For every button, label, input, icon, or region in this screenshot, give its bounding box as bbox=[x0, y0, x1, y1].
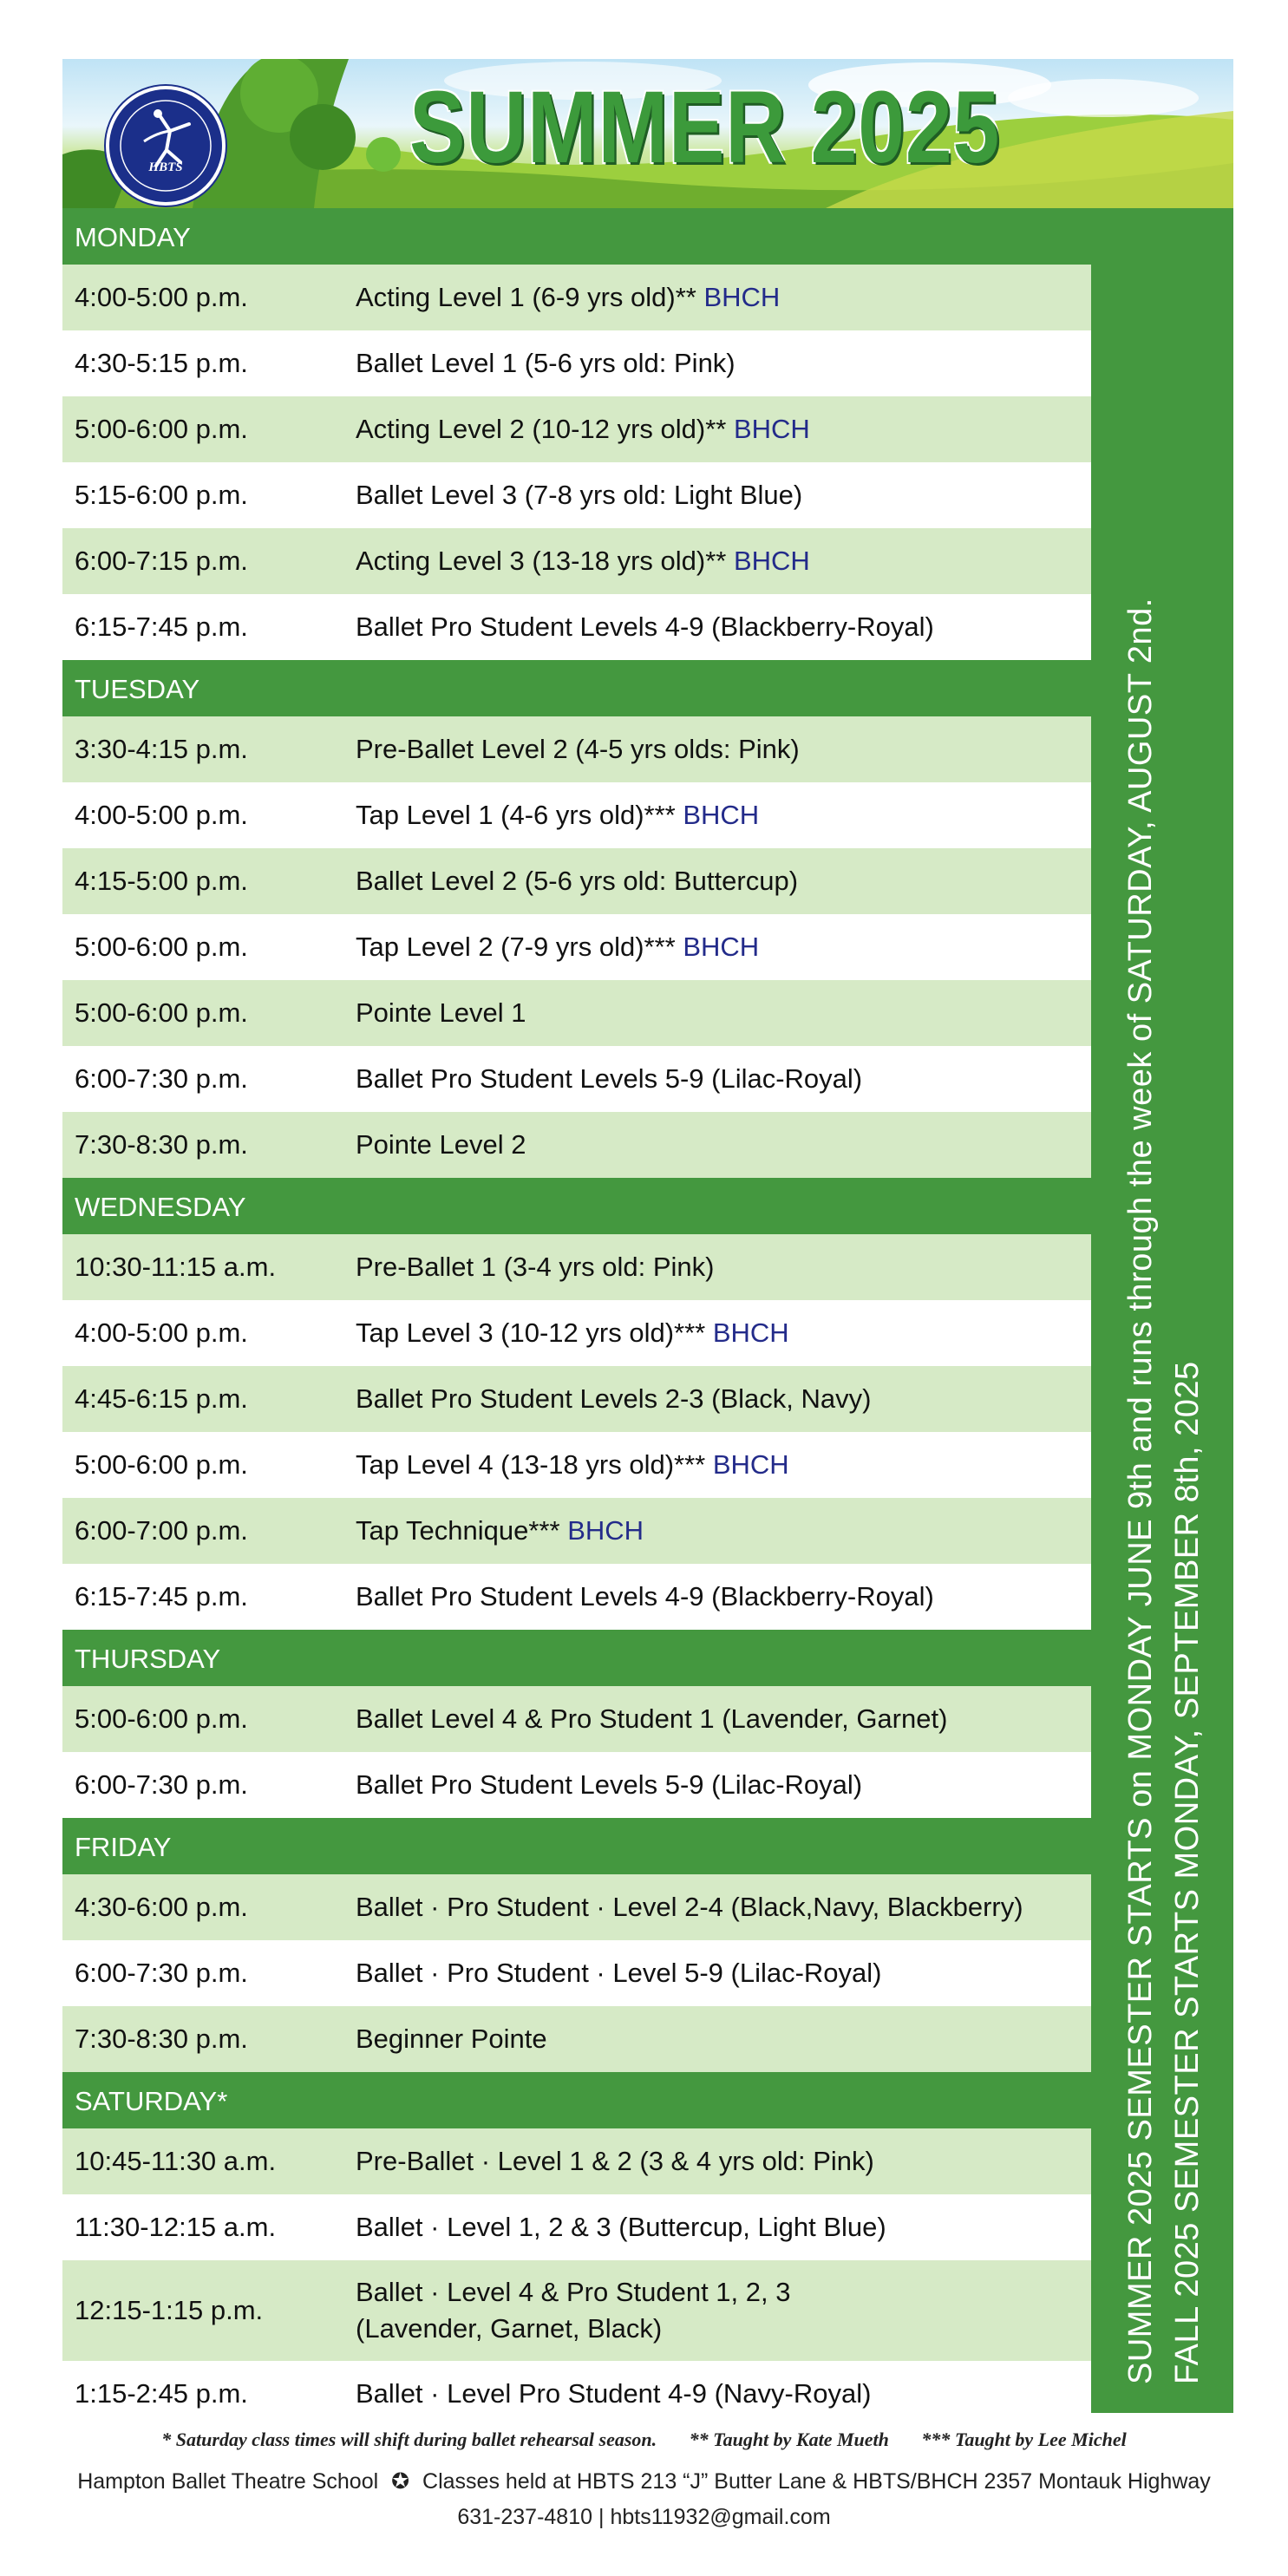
class-description bbox=[356, 279, 1091, 316]
class-row bbox=[62, 716, 1091, 782]
class-description bbox=[356, 1579, 1091, 1615]
summer-semester-note: SUMMER 2025 SEMESTER STARTS on MONDAY JUNE 9th and runs through the week of SATURDAY, AUGUST 2nd. bbox=[1122, 598, 1159, 2384]
class-description bbox=[356, 1381, 1091, 1417]
phone-number[interactable]: 631-237-4810 bbox=[457, 2505, 593, 2529]
class-description bbox=[356, 1249, 1091, 1285]
schedule-table bbox=[62, 208, 1091, 2427]
class-title: Ballet Level 3 (7-8 yrs old: Light Blue) bbox=[356, 480, 803, 511]
class-row bbox=[62, 1234, 1091, 1300]
class-description bbox=[356, 995, 1091, 1031]
location-tag: BHCH bbox=[683, 800, 760, 831]
class-time: 6:15-7:45 p.m. bbox=[75, 611, 248, 642]
class-description bbox=[356, 1127, 1091, 1163]
class-row bbox=[62, 594, 1091, 660]
class-row bbox=[62, 2006, 1091, 2072]
class-title: Beginner Pointe bbox=[356, 2024, 547, 2055]
class-row bbox=[62, 1874, 1091, 1940]
email-link[interactable]: hbts11932@gmail.com bbox=[610, 2505, 831, 2529]
class-description bbox=[356, 1701, 1091, 1737]
class-time: 4:00-5:00 p.m. bbox=[75, 800, 248, 830]
class-title: Acting Level 2 (10-12 yrs old)** bbox=[356, 414, 727, 445]
class-title: Ballet · Pro Student · Level 5-9 (Lilac-Royal) bbox=[356, 1958, 882, 1989]
class-title: Pre-Ballet Level 2 (4-5 yrs olds: Pink) bbox=[356, 734, 800, 765]
class-row bbox=[62, 1366, 1091, 1432]
class-time: 4:30-6:00 p.m. bbox=[75, 1892, 248, 1922]
class-description bbox=[356, 929, 1091, 965]
class-row bbox=[62, 1686, 1091, 1752]
class-description bbox=[356, 731, 1091, 768]
class-title: Tap Level 2 (7-9 yrs old)*** bbox=[356, 932, 676, 963]
class-title: Tap Level 4 (13-18 yrs old)*** bbox=[356, 1449, 706, 1481]
class-title: Ballet · Level Pro Student 4-9 (Navy-Royal) bbox=[356, 2378, 872, 2409]
class-time: 6:00-7:00 p.m. bbox=[75, 1515, 248, 1546]
location-tag: BHCH bbox=[712, 1449, 789, 1481]
class-description bbox=[356, 2143, 1091, 2180]
class-time: 6:00-7:30 p.m. bbox=[75, 1063, 248, 1094]
class-row bbox=[62, 1432, 1091, 1498]
class-time: 10:30-11:15 a.m. bbox=[75, 1252, 277, 1282]
class-time: 4:45-6:15 p.m. bbox=[75, 1383, 248, 1414]
header-banner bbox=[62, 59, 1233, 208]
day-header: SATURDAY* bbox=[62, 2072, 1091, 2128]
class-description bbox=[356, 609, 1091, 645]
class-time: 3:30-4:15 p.m. bbox=[75, 734, 248, 764]
class-title: Tap Level 3 (10-12 yrs old)*** bbox=[356, 1317, 706, 1349]
class-title: Ballet · Pro Student · Level 2-4 (Black,Navy, Blackberry) bbox=[356, 1892, 1023, 1923]
class-description bbox=[356, 1447, 1091, 1483]
class-title: Ballet Pro Student Levels 2-3 (Black, Navy) bbox=[356, 1383, 872, 1415]
footer-address bbox=[0, 2468, 1288, 2494]
class-row bbox=[62, 330, 1091, 396]
class-row bbox=[62, 528, 1091, 594]
class-row bbox=[62, 1752, 1091, 1818]
day-header: WEDNESDAY bbox=[62, 1178, 1091, 1234]
class-row bbox=[62, 980, 1091, 1046]
class-description bbox=[356, 2021, 1091, 2057]
school-logo bbox=[106, 86, 226, 206]
class-time: 5:00-6:00 p.m. bbox=[75, 932, 248, 962]
class-row bbox=[62, 462, 1091, 528]
location-tag: BHCH bbox=[712, 1317, 789, 1349]
class-time: 4:15-5:00 p.m. bbox=[75, 866, 248, 896]
class-time: 6:00-7:30 p.m. bbox=[75, 1769, 248, 1800]
class-description bbox=[356, 477, 1091, 513]
footnotes bbox=[0, 2429, 1288, 2451]
class-title: Ballet Level 1 (5-6 yrs old: Pink) bbox=[356, 348, 736, 379]
class-time: 5:15-6:00 p.m. bbox=[75, 480, 248, 510]
class-time: 11:30-12:15 a.m. bbox=[75, 2212, 277, 2242]
footnote-kate: ** Taught by Kate Mueth bbox=[689, 2429, 889, 2450]
class-row bbox=[62, 914, 1091, 980]
class-title-continued: (Lavender, Garnet, Black) bbox=[356, 2313, 663, 2344]
location-tag: BHCH bbox=[733, 414, 810, 445]
class-title: Acting Level 1 (6-9 yrs old)** bbox=[356, 282, 696, 313]
fall-semester-note: FALL 2025 SEMESTER STARTS MONDAY, SEPTEMBER 8th, 2025 bbox=[1169, 1361, 1206, 2384]
class-time: 7:30-8:30 p.m. bbox=[75, 1129, 248, 1160]
class-time: 5:00-6:00 p.m. bbox=[75, 414, 248, 444]
class-row bbox=[62, 1112, 1091, 1178]
class-description bbox=[356, 345, 1091, 382]
class-description bbox=[356, 543, 1091, 579]
class-time: 6:15-7:45 p.m. bbox=[75, 1581, 248, 1612]
location-tag: BHCH bbox=[683, 932, 760, 963]
class-row bbox=[62, 2260, 1091, 2361]
class-row bbox=[62, 1940, 1091, 2006]
day-header: MONDAY bbox=[62, 208, 1091, 265]
class-time: 5:00-6:00 p.m. bbox=[75, 1703, 248, 1734]
class-description bbox=[356, 2376, 1091, 2412]
class-row bbox=[62, 2361, 1091, 2427]
class-title: Ballet · Level 4 & Pro Student 1, 2, 3 bbox=[356, 2277, 791, 2308]
class-time: 5:00-6:00 p.m. bbox=[75, 1449, 248, 1480]
class-description bbox=[356, 1315, 1091, 1351]
class-time: 7:30-8:30 p.m. bbox=[75, 2024, 248, 2054]
class-row bbox=[62, 1046, 1091, 1112]
school-name: Hampton Ballet Theatre School bbox=[77, 2469, 379, 2494]
day-header: TUESDAY bbox=[62, 660, 1091, 716]
class-row bbox=[62, 1300, 1091, 1366]
divider: | bbox=[598, 2505, 611, 2529]
class-title: Ballet Pro Student Levels 4-9 (Blackberry-Royal) bbox=[356, 1581, 934, 1612]
class-row bbox=[62, 782, 1091, 848]
class-title: Tap Level 1 (4-6 yrs old)*** bbox=[356, 800, 676, 831]
class-time: 4:00-5:00 p.m. bbox=[75, 282, 248, 312]
class-title: Ballet · Level 1, 2 & 3 (Buttercup, Light Blue) bbox=[356, 2212, 886, 2243]
class-row bbox=[62, 2128, 1091, 2194]
class-title: Ballet Level 4 & Pro Student 1 (Lavender, Garnet) bbox=[356, 1703, 948, 1735]
location-tag: BHCH bbox=[733, 546, 810, 577]
class-description bbox=[356, 1513, 1091, 1549]
class-time: 6:00-7:15 p.m. bbox=[75, 546, 248, 576]
page-title: SUMMER 2025 bbox=[409, 70, 1001, 185]
class-row bbox=[62, 396, 1091, 462]
class-title: Ballet Level 2 (5-6 yrs old: Buttercup) bbox=[356, 866, 799, 897]
class-row bbox=[62, 2194, 1091, 2260]
class-locations: Classes held at HBTS 213 “J” Butter Lane & HBTS/BHCH 2357 Montauk Highway bbox=[422, 2469, 1211, 2494]
footer-contact bbox=[0, 2505, 1288, 2530]
class-description bbox=[356, 411, 1091, 448]
class-title: Acting Level 3 (13-18 yrs old)** bbox=[356, 546, 727, 577]
star-icon: ✪ bbox=[391, 2469, 410, 2494]
class-description bbox=[356, 1955, 1091, 1991]
class-row bbox=[62, 1498, 1091, 1564]
class-title: Pre-Ballet 1 (3-4 yrs old: Pink) bbox=[356, 1252, 715, 1283]
class-description bbox=[356, 2274, 1091, 2347]
dancer-icon bbox=[109, 89, 222, 202]
class-row bbox=[62, 848, 1091, 914]
class-description bbox=[356, 1767, 1091, 1803]
class-row bbox=[62, 1564, 1091, 1630]
footnote-lee: *** Taught by Lee Michel bbox=[921, 2429, 1127, 2450]
class-time: 4:00-5:00 p.m. bbox=[75, 1317, 248, 1348]
class-title: Pointe Level 2 bbox=[356, 1129, 526, 1161]
class-title: Ballet Pro Student Levels 5-9 (Lilac-Royal) bbox=[356, 1063, 863, 1095]
day-header: FRIDAY bbox=[62, 1818, 1091, 1874]
class-description bbox=[356, 1889, 1091, 1925]
class-time: 10:45-11:30 a.m. bbox=[75, 2146, 277, 2176]
class-time: 1:15-2:45 p.m. bbox=[75, 2378, 248, 2409]
class-description bbox=[356, 2209, 1091, 2246]
class-description bbox=[356, 797, 1091, 834]
class-title: Ballet Pro Student Levels 4-9 (Blackberry-Royal) bbox=[356, 611, 934, 643]
class-time: 6:00-7:30 p.m. bbox=[75, 1958, 248, 1988]
location-tag: BHCH bbox=[567, 1515, 644, 1546]
class-description bbox=[356, 863, 1091, 899]
class-title: Pre-Ballet · Level 1 & 2 (3 & 4 yrs old: Pink) bbox=[356, 2146, 874, 2177]
semester-dates bbox=[1117, 233, 1211, 2384]
logo-text: HBTS bbox=[148, 160, 183, 174]
class-title: Pointe Level 1 bbox=[356, 997, 526, 1029]
class-time: 4:30-5:15 p.m. bbox=[75, 348, 248, 378]
class-time: 5:00-6:00 p.m. bbox=[75, 997, 248, 1028]
class-description bbox=[356, 1061, 1091, 1097]
day-header: THURSDAY bbox=[62, 1630, 1091, 1686]
class-title: Tap Technique*** bbox=[356, 1515, 560, 1546]
class-row bbox=[62, 265, 1091, 330]
class-title: Ballet Pro Student Levels 5-9 (Lilac-Royal) bbox=[356, 1769, 863, 1801]
footnote-saturday: * Saturday class times will shift during ballet rehearsal season. bbox=[161, 2429, 657, 2450]
class-time: 12:15-1:15 p.m. bbox=[75, 2295, 264, 2325]
location-tag: BHCH bbox=[703, 282, 781, 313]
